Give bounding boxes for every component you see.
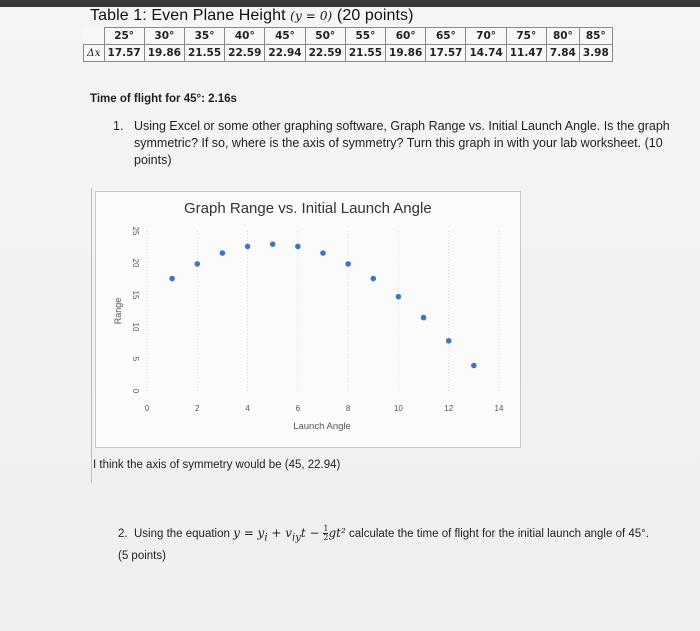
x-tick-label: 10 — [393, 404, 403, 413]
data-point — [245, 244, 251, 250]
range-row — [84, 45, 613, 62]
angle-cell: 45° — [265, 28, 305, 45]
time-of-flight: Time of flight for 45°: 2.16s — [90, 93, 237, 105]
y-axis-label: Range — [113, 297, 123, 325]
range-cell: 17.57 — [104, 45, 144, 62]
symmetry-answer: I think the axis of symmetry would be (45, 22.94) — [93, 459, 341, 471]
eq-mid: + v — [267, 526, 293, 540]
x-tick-label: 12 — [444, 404, 454, 413]
y-tick-label: 25 — [131, 226, 140, 236]
corner-cell — [84, 28, 105, 45]
question-1-number: 1. — [113, 119, 124, 133]
y-tick-label: 15 — [131, 290, 140, 300]
data-point — [421, 315, 427, 321]
data-point — [220, 250, 226, 256]
question-2-lead: Using the equation — [133, 528, 234, 540]
data-point — [370, 276, 376, 282]
data-point — [194, 261, 200, 267]
angle-cell: 70° — [466, 28, 506, 45]
scatter-plot — [95, 191, 519, 446]
x-tick-labels — [145, 404, 504, 413]
eq-sub-iy: iy — [292, 532, 301, 544]
y-tick-label: 20 — [131, 258, 140, 268]
x-tick-label: 8 — [345, 404, 351, 413]
data-point — [396, 294, 402, 300]
angle-cell: 25° — [104, 28, 144, 45]
eq-left: y = y — [233, 526, 265, 540]
eq-sub-i: i — [264, 532, 268, 544]
y-tick-label: 10 — [131, 322, 140, 332]
data-point — [471, 363, 477, 369]
range-cell: 7.84 — [546, 45, 579, 62]
x-axis-label: Launch Angle — [293, 421, 351, 432]
x-tick-label: 0 — [144, 404, 150, 413]
table-title-condition: (y = 0) — [290, 9, 333, 23]
data-point — [169, 276, 175, 282]
table-title-text: Table 1: Even Plane Height — [90, 7, 291, 24]
data-point — [270, 241, 276, 247]
range-cell: 17.57 — [426, 45, 466, 62]
angle-cell: 85° — [579, 28, 612, 45]
eq-frac-den: 2 — [323, 533, 329, 542]
question-2-rest: calculate the time of flight for the initial launch angle of 45°. (5 points) — [118, 528, 649, 563]
eq-end: gt² — [328, 526, 346, 540]
range-cell: 3.98 — [579, 45, 612, 62]
range-cell: 22.94 — [265, 45, 305, 62]
x-tick-label: 2 — [195, 404, 200, 413]
question-1-text: Using Excel or some other graphing software, Graph Range vs. Initial Launch Angle. Is the graph symmetric? If so, where is the axis of symmetry? Turn this graph in with your lab worksheet. (10 points) — [134, 119, 670, 167]
table-title-points: (20 points) — [332, 7, 414, 24]
data-point — [295, 244, 301, 250]
y-tick-label: 0 — [131, 388, 140, 394]
eq-frac-num: 1 — [323, 524, 329, 533]
x-tick-label: 4 — [245, 404, 250, 413]
range-cell: 21.55 — [184, 45, 224, 62]
angle-cell: 30° — [144, 28, 184, 45]
range-table — [83, 27, 613, 62]
margin-rule — [91, 188, 92, 483]
angle-row — [84, 28, 613, 45]
angle-cell: 55° — [345, 28, 385, 45]
angle-cell: 80° — [546, 28, 579, 45]
x-tick-label: 14 — [494, 404, 504, 413]
table-title — [90, 7, 414, 25]
range-cell: 14.74 — [466, 45, 506, 62]
angle-cell: 40° — [225, 28, 265, 45]
angle-cell: 35° — [184, 28, 224, 45]
angle-cell: 75° — [506, 28, 546, 45]
y-tick-labels — [131, 227, 140, 394]
data-point — [446, 338, 452, 344]
angle-cell: 50° — [305, 28, 345, 45]
range-cell: 19.86 — [386, 45, 426, 62]
data-points — [169, 241, 476, 368]
question-2-number: 2. — [118, 528, 128, 540]
range-cell: 11.47 — [506, 45, 546, 62]
top-edge — [0, 0, 700, 7]
angle-cell: 65° — [426, 28, 466, 45]
range-cell: 21.55 — [345, 45, 385, 62]
range-cell: 22.59 — [225, 45, 265, 62]
question-2 — [118, 524, 658, 566]
range-cell: 22.59 — [305, 45, 345, 62]
x-tick-label: 6 — [295, 404, 301, 413]
range-cell: 19.86 — [144, 45, 184, 62]
eq-t: t − — [300, 526, 324, 540]
data-point — [345, 261, 351, 267]
angle-cell: 60° — [386, 28, 426, 45]
row-header-dx: Δx — [84, 45, 105, 62]
y-tick-label: 5 — [131, 356, 140, 362]
kinematics-equation — [233, 524, 346, 544]
chart-title: Graph Range vs. Initial Launch Angle — [184, 200, 432, 217]
data-point — [320, 250, 326, 256]
